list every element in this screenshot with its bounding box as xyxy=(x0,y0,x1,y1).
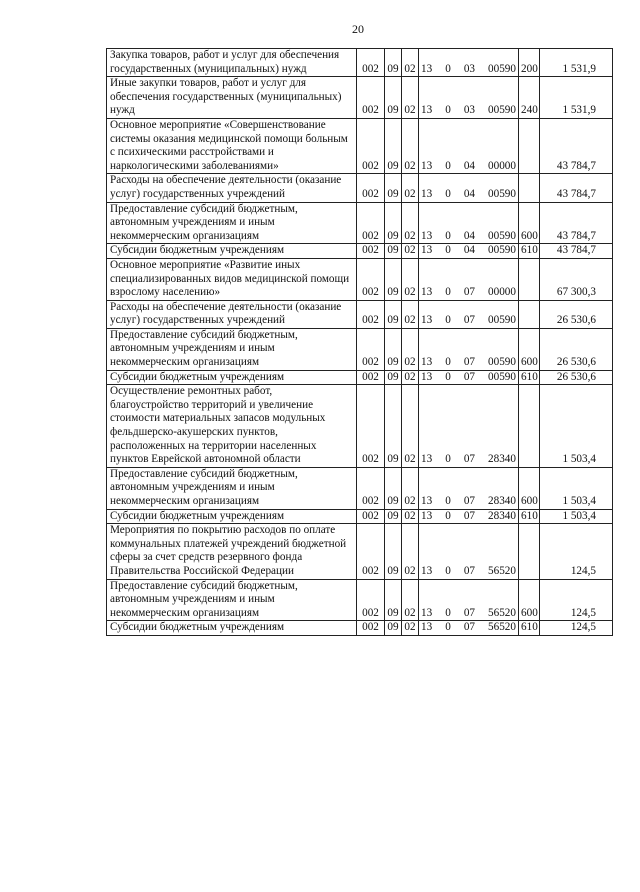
row-name: Субсидии бюджетным учреждениям xyxy=(107,244,357,259)
row-sum: 43 784,7 xyxy=(540,118,613,173)
table-row xyxy=(107,77,613,119)
code-target-part: 00590 xyxy=(488,244,516,257)
code-target-part: 0 xyxy=(445,104,451,117)
code-target-part: 0 xyxy=(445,229,451,242)
code-target xyxy=(419,621,519,636)
code-target xyxy=(419,258,519,300)
table-row xyxy=(107,524,613,579)
row-sum: 1 531,9 xyxy=(540,77,613,119)
row-name: Основное мероприятие «Совершенствование системы оказания медицинской помощи больным с психическими расстройствами и наркологическими заболеваниями» xyxy=(107,118,357,173)
code-target-part: 0 xyxy=(445,356,451,369)
code-subsection: 02 xyxy=(402,579,419,621)
code-target-part: 00590 xyxy=(488,314,516,327)
code-subsection: 02 xyxy=(402,258,419,300)
code-target-part: 04 xyxy=(463,187,475,200)
code-target-part: 0 xyxy=(445,159,451,172)
code-target-part: 0 xyxy=(445,244,451,257)
table-row xyxy=(107,621,613,636)
code-section: 09 xyxy=(385,328,402,370)
code-target-part: 07 xyxy=(463,606,475,619)
code-target xyxy=(419,174,519,202)
code-expense-type: 610 xyxy=(519,621,540,636)
code-target-part: 13 xyxy=(421,453,433,466)
code-target-part: 07 xyxy=(463,314,475,327)
code-target xyxy=(419,385,519,468)
code-target-part: 13 xyxy=(421,314,433,327)
code-expense-type: 610 xyxy=(519,244,540,259)
code-target-part: 00590 xyxy=(488,187,516,200)
code-section: 09 xyxy=(385,385,402,468)
code-expense-type xyxy=(519,300,540,328)
code-target-part: 00590 xyxy=(488,356,516,369)
code-section: 09 xyxy=(385,467,402,509)
table-row xyxy=(107,579,613,621)
code-target-part: 00000 xyxy=(488,159,516,172)
code-target-part: 00590 xyxy=(488,104,516,117)
code-target-part: 28340 xyxy=(488,453,516,466)
row-name: Субсидии бюджетным учреждениям xyxy=(107,509,357,524)
code-section: 09 xyxy=(385,202,402,244)
code-expense-type: 600 xyxy=(519,202,540,244)
code-target-part: 28340 xyxy=(488,495,516,507)
row-name: Иные закупки товаров, работ и услуг для обеспечения государственных (муниципальных) нужд xyxy=(107,77,357,119)
table-row xyxy=(107,300,613,328)
code-target-part: 00590 xyxy=(488,229,516,242)
code-admin: 002 xyxy=(357,509,385,524)
table-row xyxy=(107,244,613,259)
table-body xyxy=(107,49,613,636)
code-target xyxy=(419,118,519,173)
row-name: Предоставление субсидий бюджетным, автономным учреждениям и иным некоммерческим организациям xyxy=(107,202,357,244)
row-sum: 124,5 xyxy=(540,524,613,579)
code-expense-type xyxy=(519,524,540,579)
code-target-part: 0 xyxy=(445,314,451,327)
code-target xyxy=(419,202,519,244)
table-row xyxy=(107,174,613,202)
code-subsection: 02 xyxy=(402,49,419,77)
code-section: 09 xyxy=(385,370,402,385)
code-section: 09 xyxy=(385,509,402,524)
code-section: 09 xyxy=(385,579,402,621)
code-target-part: 13 xyxy=(421,621,433,634)
row-sum: 1 503,4 xyxy=(540,385,613,468)
page-number: 20 xyxy=(352,22,364,36)
code-expense-type: 610 xyxy=(519,509,540,524)
code-section: 09 xyxy=(385,524,402,579)
code-target-part: 0 xyxy=(445,62,451,75)
code-admin: 002 xyxy=(357,244,385,259)
code-subsection: 02 xyxy=(402,118,419,173)
row-name: Осуществление ремонтных работ, благоустройство территорий и увеличение стоимости материальных запасов модульных фельдшерско-акушерских пунктов, расположенных на территории населенных пунктов Еврейской автономной области xyxy=(107,385,357,468)
code-subsection: 02 xyxy=(402,244,419,259)
code-admin: 002 xyxy=(357,370,385,385)
code-target-part: 07 xyxy=(463,286,475,299)
table-row xyxy=(107,49,613,77)
code-target-part: 13 xyxy=(421,286,433,299)
row-sum: 26 530,6 xyxy=(540,328,613,370)
code-section: 09 xyxy=(385,258,402,300)
row-name: Субсидии бюджетным учреждениям xyxy=(107,370,357,385)
code-target-part: 13 xyxy=(421,104,433,117)
code-target-part: 00590 xyxy=(488,370,516,383)
code-target-part: 13 xyxy=(421,356,433,369)
code-target-part: 00000 xyxy=(488,286,516,299)
code-expense-type: 600 xyxy=(519,467,540,509)
code-admin: 002 xyxy=(357,174,385,202)
row-name: Основное мероприятие «Развитие иных специализированных видов медицинской помощи взрослому населению» xyxy=(107,258,357,300)
code-expense-type: 610 xyxy=(519,370,540,385)
code-target-part: 13 xyxy=(421,159,433,172)
code-target-part: 00590 xyxy=(488,62,516,75)
code-target-part: 04 xyxy=(463,244,475,257)
code-subsection: 02 xyxy=(402,300,419,328)
row-sum: 43 784,7 xyxy=(540,244,613,259)
code-target xyxy=(419,49,519,77)
code-target-part: 0 xyxy=(445,564,451,577)
code-expense-type: 600 xyxy=(519,328,540,370)
code-admin: 002 xyxy=(357,118,385,173)
code-target xyxy=(419,579,519,621)
row-sum: 1 503,4 xyxy=(540,509,613,524)
row-name: Закупка товаров, работ и услуг для обеспечения государственных (муниципальных) нужд xyxy=(107,49,357,77)
code-subsection: 02 xyxy=(402,621,419,636)
code-section: 09 xyxy=(385,118,402,173)
code-admin: 002 xyxy=(357,258,385,300)
code-expense-type: 200 xyxy=(519,49,540,77)
table-row xyxy=(107,370,613,385)
code-subsection: 02 xyxy=(402,524,419,579)
table-row xyxy=(107,258,613,300)
code-target-part: 56520 xyxy=(488,606,516,619)
table-row xyxy=(107,202,613,244)
code-target-part: 07 xyxy=(463,564,475,577)
row-sum: 26 530,6 xyxy=(540,300,613,328)
code-target-part: 07 xyxy=(463,356,475,369)
code-expense-type: 600 xyxy=(519,579,540,621)
row-sum: 67 300,3 xyxy=(540,258,613,300)
code-target-part: 0 xyxy=(445,509,451,522)
code-admin: 002 xyxy=(357,49,385,77)
code-target-part: 13 xyxy=(421,564,433,577)
row-name: Предоставление субсидий бюджетным, автономным учреждениям и иным некоммерческим организациям xyxy=(107,579,357,621)
code-target-part: 0 xyxy=(445,495,451,507)
row-sum: 26 530,6 xyxy=(540,370,613,385)
row-sum: 43 784,7 xyxy=(540,202,613,244)
code-section: 09 xyxy=(385,621,402,636)
code-target-part: 13 xyxy=(421,370,433,383)
code-target-part: 03 xyxy=(463,62,475,75)
row-name: Субсидии бюджетным учреждениям xyxy=(107,621,357,636)
code-target-part: 13 xyxy=(421,495,433,507)
code-target-part: 0 xyxy=(445,621,451,634)
code-target-part: 0 xyxy=(445,370,451,383)
code-admin: 002 xyxy=(357,621,385,636)
code-target-part: 13 xyxy=(421,187,433,200)
code-target xyxy=(419,328,519,370)
row-sum: 43 784,7 xyxy=(540,174,613,202)
row-name: Расходы на обеспечение деятельности (оказание услуг) государственных учреждений xyxy=(107,300,357,328)
code-target xyxy=(419,524,519,579)
code-admin: 002 xyxy=(357,202,385,244)
code-expense-type xyxy=(519,385,540,468)
code-section: 09 xyxy=(385,174,402,202)
code-target-part: 13 xyxy=(421,509,433,522)
code-target xyxy=(419,244,519,259)
code-target xyxy=(419,370,519,385)
row-name: Расходы на обеспечение деятельности (оказание услуг) государственных учреждений xyxy=(107,174,357,202)
code-target-part: 13 xyxy=(421,62,433,75)
row-name: Мероприятия по покрытию расходов по оплате коммунальных платежей учреждений бюджетной сферы за счет средств резервного фонда Правительства Российской Федерации xyxy=(107,524,357,579)
code-subsection: 02 xyxy=(402,202,419,244)
code-target-part: 07 xyxy=(463,370,475,383)
code-target-part: 07 xyxy=(463,621,475,634)
code-expense-type xyxy=(519,118,540,173)
code-subsection: 02 xyxy=(402,77,419,119)
code-target-part: 0 xyxy=(445,187,451,200)
code-target-part: 04 xyxy=(463,159,475,172)
code-admin: 002 xyxy=(357,579,385,621)
code-subsection: 02 xyxy=(402,370,419,385)
code-subsection: 02 xyxy=(402,385,419,468)
table-row xyxy=(107,509,613,524)
code-admin: 002 xyxy=(357,524,385,579)
code-expense-type xyxy=(519,174,540,202)
row-sum: 124,5 xyxy=(540,579,613,621)
table-row xyxy=(107,467,613,509)
code-section: 09 xyxy=(385,300,402,328)
code-subsection: 02 xyxy=(402,174,419,202)
row-name: Предоставление субсидий бюджетным, автономным учреждениям и иным некоммерческим организациям xyxy=(107,467,357,509)
code-target xyxy=(419,467,519,509)
code-admin: 002 xyxy=(357,385,385,468)
code-target xyxy=(419,509,519,524)
code-target-part: 13 xyxy=(421,244,433,257)
table-row xyxy=(107,118,613,173)
code-target-part: 13 xyxy=(421,606,433,619)
code-target-part: 28340 xyxy=(488,509,516,522)
row-name: Предоставление субсидий бюджетным, автономным учреждениям и иным некоммерческим организациям xyxy=(107,328,357,370)
row-sum: 124,5 xyxy=(540,621,613,636)
code-target-part: 13 xyxy=(421,229,433,242)
code-expense-type: 240 xyxy=(519,77,540,119)
code-subsection: 02 xyxy=(402,467,419,509)
code-target-part: 07 xyxy=(463,509,475,522)
code-section: 09 xyxy=(385,77,402,119)
code-admin: 002 xyxy=(357,467,385,509)
code-admin: 002 xyxy=(357,300,385,328)
code-target-part: 0 xyxy=(445,606,451,619)
budget-table xyxy=(106,48,613,636)
code-target-part: 07 xyxy=(463,453,475,466)
code-admin: 002 xyxy=(357,328,385,370)
code-target-part: 0 xyxy=(445,286,451,299)
code-subsection: 02 xyxy=(402,328,419,370)
code-section: 09 xyxy=(385,49,402,77)
row-sum: 1 503,4 xyxy=(540,467,613,509)
code-target-part: 56520 xyxy=(488,564,516,577)
code-subsection: 02 xyxy=(402,509,419,524)
code-expense-type xyxy=(519,258,540,300)
table-row xyxy=(107,328,613,370)
code-target-part: 07 xyxy=(463,495,475,507)
code-target-part: 04 xyxy=(463,229,475,242)
row-sum: 1 531,9 xyxy=(540,49,613,77)
code-target-part: 03 xyxy=(463,104,475,117)
code-admin: 002 xyxy=(357,77,385,119)
code-section: 09 xyxy=(385,244,402,259)
code-target-part: 0 xyxy=(445,453,451,466)
code-target-part: 56520 xyxy=(488,621,516,634)
code-target xyxy=(419,77,519,119)
code-target xyxy=(419,300,519,328)
table-row xyxy=(107,385,613,468)
